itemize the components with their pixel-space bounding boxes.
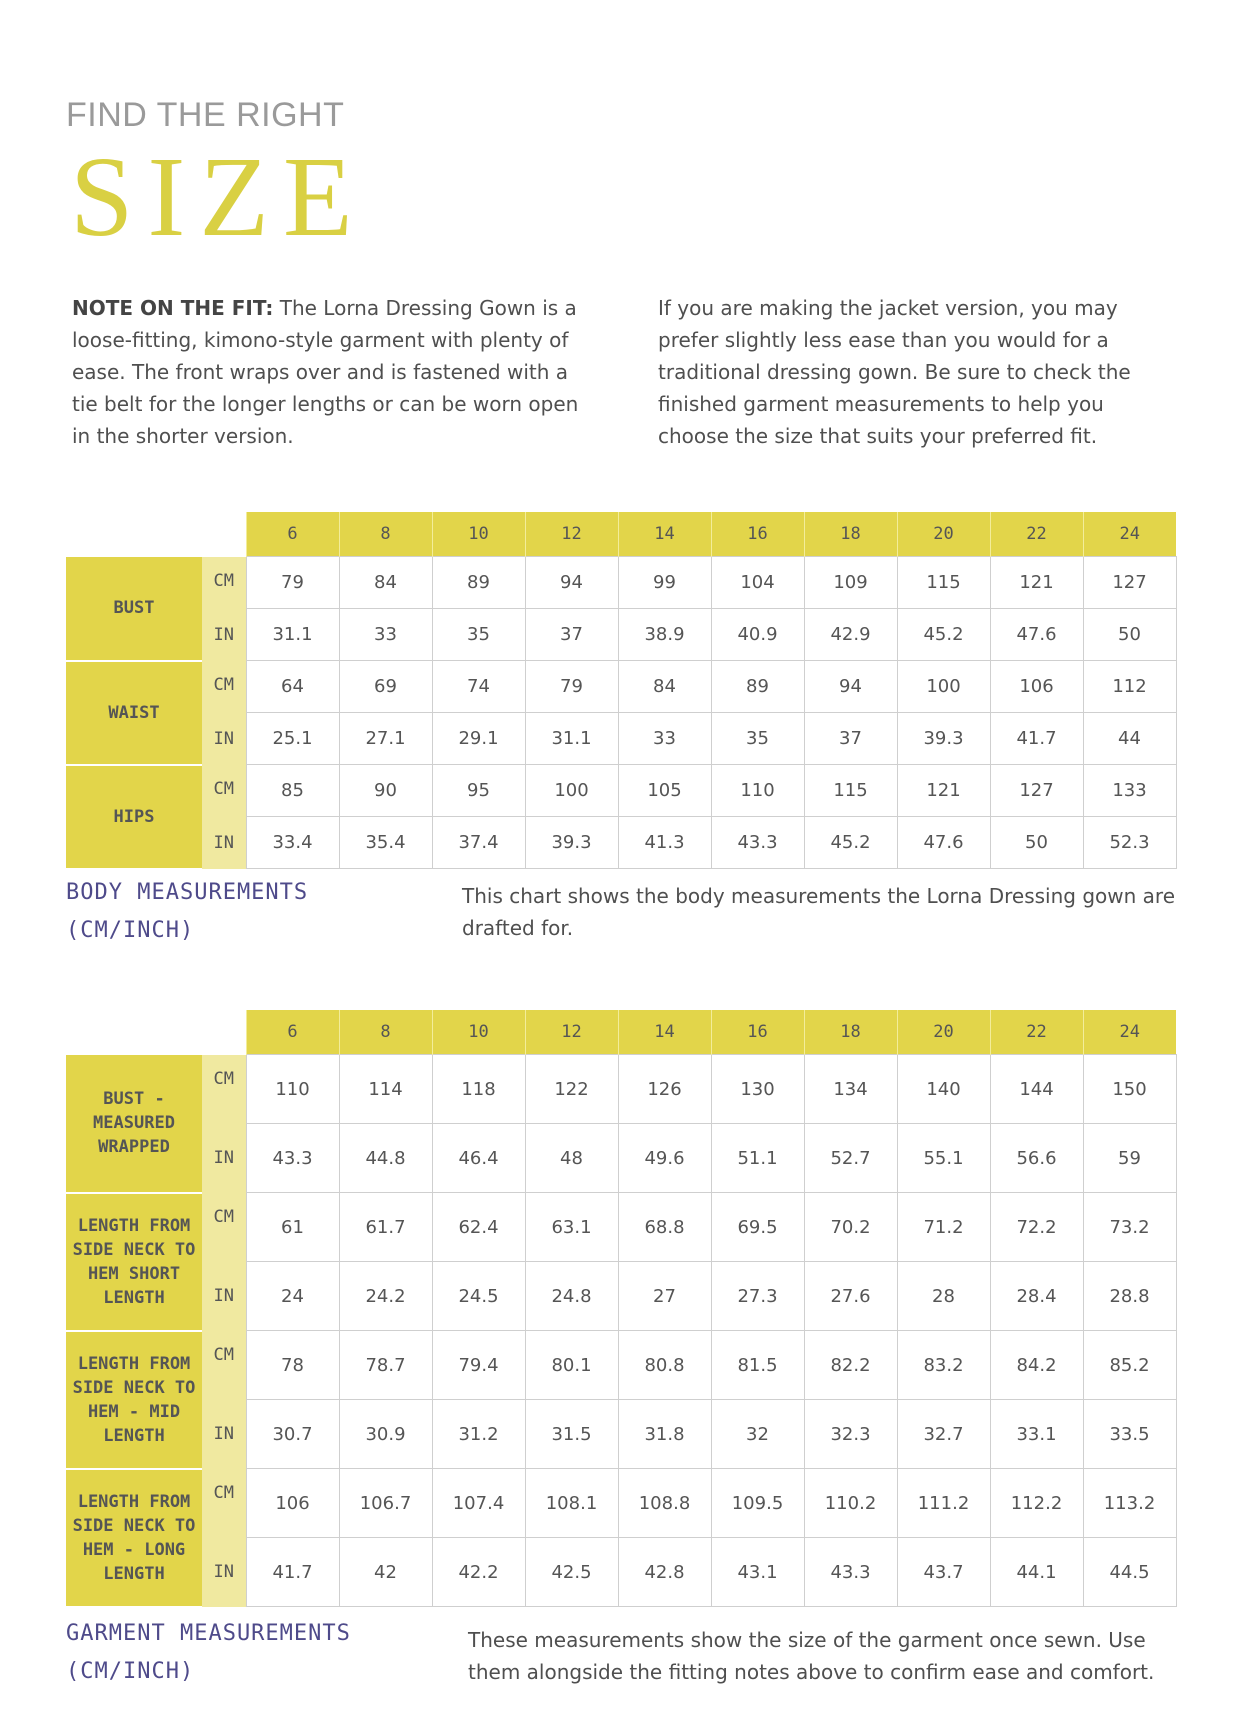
table-cell: 24.5	[432, 1262, 525, 1331]
table-cell: 45.2	[804, 817, 897, 869]
table-row	[66, 609, 1176, 661]
measurement-label: LENGTH FROM SIDE NECK TO HEM - LONG LENGTH	[66, 1469, 202, 1607]
table-cell: 50	[1083, 609, 1176, 661]
table-cell: 35	[711, 713, 804, 765]
table-cell: 37.4	[432, 817, 525, 869]
size-header: 12	[525, 512, 618, 557]
table-cell: 70.2	[804, 1193, 897, 1262]
table-cell: 115	[897, 557, 990, 609]
table-cell: 68.8	[618, 1193, 711, 1262]
table-cell: 109.5	[711, 1469, 804, 1538]
table-cell: 105	[618, 765, 711, 817]
table-cell: 78	[246, 1331, 339, 1400]
unit-label: CM	[202, 1469, 246, 1538]
measurement-label: LENGTH FROM SIDE NECK TO HEM SHORT LENGTH	[66, 1193, 202, 1331]
garment-caption-units: (CM/INCH)	[66, 1659, 195, 1684]
table-cell: 27.1	[339, 713, 432, 765]
table-cell: 111.2	[897, 1469, 990, 1538]
table-row	[66, 1055, 1176, 1124]
table-cell: 106.7	[339, 1469, 432, 1538]
table-cell: 81.5	[711, 1331, 804, 1400]
size-header: 24	[1083, 512, 1176, 557]
size-header: 12	[525, 1010, 618, 1055]
table-cell: 24.8	[525, 1262, 618, 1331]
table-row	[66, 1193, 1176, 1262]
body-note: This chart shows the body measurements the Lorna Dressing gown are drafted for.	[462, 884, 1175, 940]
table-cell: 89	[432, 557, 525, 609]
table-cell: 89	[711, 661, 804, 713]
table-cell: 127	[990, 765, 1083, 817]
table-cell: 37	[525, 609, 618, 661]
fit-note-heading: NOTE ON THE FIT:	[72, 296, 274, 320]
table-cell: 31.2	[432, 1400, 525, 1469]
table-cell: 108.8	[618, 1469, 711, 1538]
table-cell: 30.9	[339, 1400, 432, 1469]
table-cell: 79	[525, 661, 618, 713]
table-cell: 61.7	[339, 1193, 432, 1262]
table-cell: 35	[432, 609, 525, 661]
table-cell: 100	[525, 765, 618, 817]
table-row	[66, 1538, 1176, 1607]
table-cell: 71.2	[897, 1193, 990, 1262]
size-header: 6	[246, 512, 339, 557]
table-cell: 42	[339, 1538, 432, 1607]
garment-measurements-table	[66, 1010, 1177, 1608]
measurement-label: LENGTH FROM SIDE NECK TO HEM - MID LENGTH	[66, 1331, 202, 1469]
page-title: SIZE	[70, 133, 367, 260]
table-cell: 126	[618, 1055, 711, 1124]
table-cell: 73.2	[1083, 1193, 1176, 1262]
table-cell: 85.2	[1083, 1331, 1176, 1400]
table-cell: 110	[246, 1055, 339, 1124]
table-cell: 33	[618, 713, 711, 765]
table-cell: 40.9	[711, 609, 804, 661]
size-header-row	[66, 512, 1176, 557]
table-cell: 127	[1083, 557, 1176, 609]
table-cell: 31.8	[618, 1400, 711, 1469]
size-header: 8	[339, 1010, 432, 1055]
fit-note-right: If you are making the jacket version, you may prefer slightly less ease than you would for a traditional dressing gown. Be sure to check the finished garment measurements to help you choose the size that suits your preferred fit.	[658, 296, 1131, 448]
table-cell: 24.2	[339, 1262, 432, 1331]
table-row	[66, 1331, 1176, 1400]
garment-caption	[66, 1615, 351, 1691]
table-cell: 43.3	[711, 817, 804, 869]
table-cell: 33	[339, 609, 432, 661]
table-cell: 32	[711, 1400, 804, 1469]
table-cell: 140	[897, 1055, 990, 1124]
unit-label: IN	[202, 609, 246, 661]
table-cell: 32.7	[897, 1400, 990, 1469]
table-row	[66, 1400, 1176, 1469]
table-cell: 28.4	[990, 1262, 1083, 1331]
unit-label: IN	[202, 1262, 246, 1331]
size-header-row	[66, 1010, 1176, 1055]
table-cell: 42.9	[804, 609, 897, 661]
table-cell: 114	[339, 1055, 432, 1124]
size-header: 22	[990, 512, 1083, 557]
size-header: 22	[990, 1010, 1083, 1055]
table-cell: 107.4	[432, 1469, 525, 1538]
table-cell: 28	[897, 1262, 990, 1331]
table-cell: 28.8	[1083, 1262, 1176, 1331]
table-cell: 80.1	[525, 1331, 618, 1400]
table-cell: 74	[432, 661, 525, 713]
table-cell: 85	[246, 765, 339, 817]
table-cell: 31.1	[246, 609, 339, 661]
table-cell: 121	[990, 557, 1083, 609]
table-row	[66, 713, 1176, 765]
size-header: 14	[618, 1010, 711, 1055]
table-cell: 84	[339, 557, 432, 609]
table-cell: 32.3	[804, 1400, 897, 1469]
table-cell: 108.1	[525, 1469, 618, 1538]
unit-label: CM	[202, 1331, 246, 1400]
table-cell: 31.1	[525, 713, 618, 765]
size-header: 20	[897, 512, 990, 557]
unit-label: CM	[202, 765, 246, 817]
page-kicker: FIND THE RIGHT	[66, 96, 345, 134]
table-cell: 41.7	[246, 1538, 339, 1607]
table-cell: 104	[711, 557, 804, 609]
table-cell: 31.5	[525, 1400, 618, 1469]
table-cell: 48	[525, 1124, 618, 1193]
table-cell: 43.1	[711, 1538, 804, 1607]
table-cell: 78.7	[339, 1331, 432, 1400]
table-cell: 42.5	[525, 1538, 618, 1607]
table-cell: 45.2	[897, 609, 990, 661]
size-header: 24	[1083, 1010, 1176, 1055]
size-header: 8	[339, 512, 432, 557]
table-cell: 47.6	[897, 817, 990, 869]
table-cell: 133	[1083, 765, 1176, 817]
table-row	[66, 1262, 1176, 1331]
table-cell: 27	[618, 1262, 711, 1331]
table-cell: 44.8	[339, 1124, 432, 1193]
table-cell: 121	[897, 765, 990, 817]
size-header: 18	[804, 512, 897, 557]
table-cell: 41.3	[618, 817, 711, 869]
table-cell: 37	[804, 713, 897, 765]
unit-label: IN	[202, 1124, 246, 1193]
table-cell: 29.1	[432, 713, 525, 765]
table-cell: 43.3	[246, 1124, 339, 1193]
table-cell: 42.8	[618, 1538, 711, 1607]
table-cell: 72.2	[990, 1193, 1083, 1262]
table-cell: 109	[804, 557, 897, 609]
measurement-label: HIPS	[66, 765, 202, 869]
table-cell: 134	[804, 1055, 897, 1124]
table-cell: 25.1	[246, 713, 339, 765]
table-cell: 79.4	[432, 1331, 525, 1400]
table-cell: 55.1	[897, 1124, 990, 1193]
table-cell: 82.2	[804, 1331, 897, 1400]
body-caption	[66, 874, 308, 950]
body-caption-title: BODY MEASUREMENTS	[66, 880, 309, 905]
table-cell: 59	[1083, 1124, 1176, 1193]
unit-label: CM	[202, 1055, 246, 1124]
table-cell: 115	[804, 765, 897, 817]
unit-label: IN	[202, 817, 246, 869]
measurement-label: BUST - MEASURED WRAPPED	[66, 1055, 202, 1193]
table-cell: 61	[246, 1193, 339, 1262]
table-cell: 84.2	[990, 1331, 1083, 1400]
table-cell: 50	[990, 817, 1083, 869]
table-cell: 24	[246, 1262, 339, 1331]
body-measurements-table	[66, 512, 1177, 870]
measurement-label: BUST	[66, 557, 202, 661]
unit-label: IN	[202, 1538, 246, 1607]
measurement-label: WAIST	[66, 661, 202, 765]
table-cell: 106	[246, 1469, 339, 1538]
size-header: 16	[711, 512, 804, 557]
table-cell: 41.7	[990, 713, 1083, 765]
unit-label: CM	[202, 661, 246, 713]
table-cell: 62.4	[432, 1193, 525, 1262]
table-row	[66, 661, 1176, 713]
table-cell: 27.6	[804, 1262, 897, 1331]
table-row	[66, 1124, 1176, 1193]
table-cell: 69	[339, 661, 432, 713]
table-cell: 94	[525, 557, 618, 609]
table-cell: 30.7	[246, 1400, 339, 1469]
table-cell: 112.2	[990, 1469, 1083, 1538]
table-row	[66, 1469, 1176, 1538]
table-cell: 110.2	[804, 1469, 897, 1538]
table-cell: 33.1	[990, 1400, 1083, 1469]
table-cell: 100	[897, 661, 990, 713]
table-cell: 79	[246, 557, 339, 609]
table-cell: 130	[711, 1055, 804, 1124]
table-cell: 44.5	[1083, 1538, 1176, 1607]
table-cell: 52.7	[804, 1124, 897, 1193]
unit-label: CM	[202, 557, 246, 609]
table-cell: 95	[432, 765, 525, 817]
table-cell: 63.1	[525, 1193, 618, 1262]
size-header: 6	[246, 1010, 339, 1055]
size-header: 20	[897, 1010, 990, 1055]
table-cell: 64	[246, 661, 339, 713]
garment-note: These measurements show the size of the garment once sewn. Use them alongside the fitting notes above to confirm ease and comfort.	[468, 1628, 1155, 1684]
header-spacer	[66, 1010, 246, 1055]
table-cell: 39.3	[897, 713, 990, 765]
table-cell: 90	[339, 765, 432, 817]
table-cell: 106	[990, 661, 1083, 713]
size-header: 14	[618, 512, 711, 557]
unit-label: CM	[202, 1193, 246, 1262]
table-cell: 56.6	[990, 1124, 1083, 1193]
table-cell: 42.2	[432, 1538, 525, 1607]
fit-note-body: The Lorna Dressing Gown is a loose-fitting, kimono-style garment with plenty of ease. The front wraps over and is fastened with a tie belt for the longer lengths or can be worn open in the shorter version.	[72, 296, 579, 448]
size-header: 18	[804, 1010, 897, 1055]
table-cell: 144	[990, 1055, 1083, 1124]
table-cell: 113.2	[1083, 1469, 1176, 1538]
table-cell: 46.4	[432, 1124, 525, 1193]
table-cell: 112	[1083, 661, 1176, 713]
table-cell: 35.4	[339, 817, 432, 869]
garment-caption-title: GARMENT MEASUREMENTS	[66, 1621, 351, 1646]
table-cell: 27.3	[711, 1262, 804, 1331]
table-cell: 44.1	[990, 1538, 1083, 1607]
unit-label: IN	[202, 713, 246, 765]
table-cell: 94	[804, 661, 897, 713]
table-cell: 47.6	[990, 609, 1083, 661]
table-cell: 122	[525, 1055, 618, 1124]
header-spacer	[66, 512, 246, 557]
size-header: 10	[432, 512, 525, 557]
table-row	[66, 817, 1176, 869]
table-cell: 110	[711, 765, 804, 817]
table-cell: 44	[1083, 713, 1176, 765]
unit-label: IN	[202, 1400, 246, 1469]
table-cell: 52.3	[1083, 817, 1176, 869]
body-caption-units: (CM/INCH)	[66, 918, 195, 943]
table-cell: 33.4	[246, 817, 339, 869]
table-cell: 150	[1083, 1055, 1176, 1124]
table-cell: 84	[618, 661, 711, 713]
table-cell: 43.7	[897, 1538, 990, 1607]
table-row	[66, 765, 1176, 817]
size-header: 16	[711, 1010, 804, 1055]
fit-note-left	[72, 292, 592, 452]
table-cell: 43.3	[804, 1538, 897, 1607]
table-cell: 69.5	[711, 1193, 804, 1262]
table-cell: 83.2	[897, 1331, 990, 1400]
table-cell: 51.1	[711, 1124, 804, 1193]
table-cell: 39.3	[525, 817, 618, 869]
table-row	[66, 557, 1176, 609]
size-header: 10	[432, 1010, 525, 1055]
table-cell: 99	[618, 557, 711, 609]
table-cell: 49.6	[618, 1124, 711, 1193]
table-cell: 38.9	[618, 609, 711, 661]
table-cell: 33.5	[1083, 1400, 1176, 1469]
table-cell: 118	[432, 1055, 525, 1124]
table-cell: 80.8	[618, 1331, 711, 1400]
